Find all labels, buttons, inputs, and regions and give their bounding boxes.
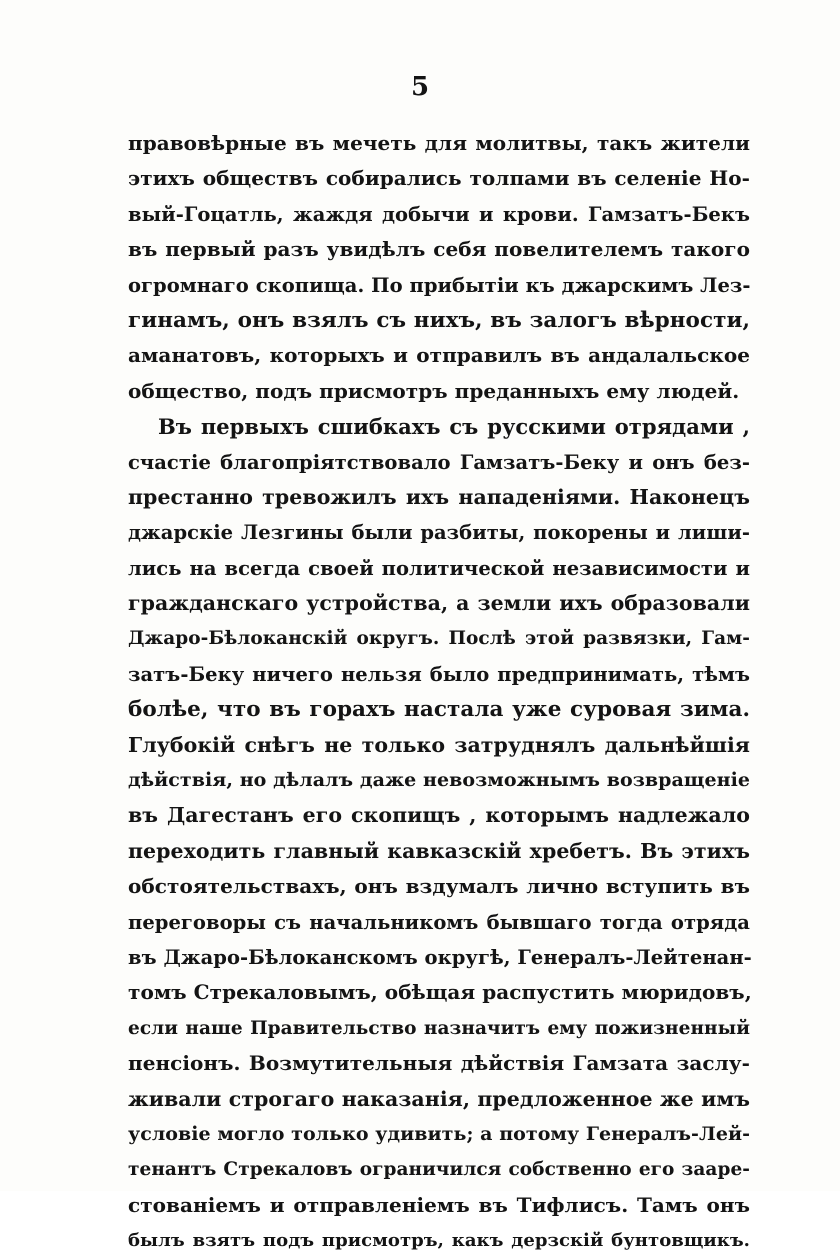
paragraph-start-line: Въ первыхъ сшибкахъ съ русскими отрядами , xyxy=(158,414,750,440)
text-line: въ Дагестанъ его скопищъ , которымъ надлежало xyxy=(128,803,750,828)
text-line: гинамъ, онъ взялъ съ нихъ, въ залогъ вѣрности, xyxy=(128,307,750,333)
text-line: огромнаго скопища. По прибытіи къ джарскимъ Лез- xyxy=(128,273,751,297)
text-line: переходить главный кавказскій хребетъ. Въ этихъ xyxy=(128,838,750,863)
text-line: аманатовъ, которыхъ и отправилъ въ андалальское xyxy=(128,343,750,368)
text-line: въ первый разъ увидѣлъ себя повелителемъ такого xyxy=(128,237,750,262)
text-line: правовѣрные въ мечеть для молитвы, такъ жители xyxy=(128,131,750,155)
text-line: дѣйствія, но дѣлалъ даже невозможнымъ возвращеніе xyxy=(128,769,750,792)
text-line: переговоры съ начальникомъ бывшаго тогда отряда xyxy=(128,910,750,934)
text-line: болѣе, что въ горахъ настала уже суровая зима. xyxy=(128,697,750,723)
text-line: условіе могло только удивить; а потому Генералъ-Лей- xyxy=(128,1122,751,1145)
text-line: счастіе благопріятствовало Гамзатъ-Беку и онъ без- xyxy=(128,450,750,474)
page-number: 5 xyxy=(410,72,430,102)
text-line: живали строгаго наказанія, предложенное же имъ xyxy=(128,1086,750,1111)
text-line: престанно тревожилъ ихъ нападеніями. Наконецъ xyxy=(128,484,750,509)
text-line: вый-Гоцатль, жаждя добычи и крови. Гамзатъ-Бекъ xyxy=(128,202,750,226)
text-line: затъ-Беку ничего нельзя было предпринимать, тѣмъ xyxy=(128,662,750,686)
text-line: Глубокій снѣгъ не только затруднялъ дальнѣйшія xyxy=(128,732,750,757)
text-line: пенсіонъ. Возмутительныя дѣйствія Гамзата заслу- xyxy=(128,1051,750,1076)
text-line: джарскіе Лезгины были разбиты, покорены и лиши- xyxy=(128,521,750,545)
body-text xyxy=(128,126,750,1259)
text-line: въ Джаро-Бѣлоканскомъ округѣ, Генералъ-Лейтенан- xyxy=(128,945,752,969)
text-line: обстоятельствахъ, онъ вздумалъ лично вступить въ xyxy=(128,874,750,899)
text-line: лись на всегда своей политической независимости и xyxy=(128,556,750,580)
text-line: стованіемъ и отправленіемъ въ Тифлисъ. Тамъ онъ xyxy=(128,1192,750,1217)
text-line: былъ взятъ подъ присмотръ, какъ дерзскій бунтовщикъ. xyxy=(128,1230,750,1252)
text-line: Джаро-Бѣлоканскій округъ. Послѣ этой развязки, Гам- xyxy=(128,628,750,650)
text-line: общество, подъ присмотръ преданныхъ ему людей. xyxy=(128,378,740,403)
text-line: тенантъ Стрекаловъ ограничился собственно его зааре- xyxy=(128,1159,750,1181)
text-line: если наше Правительство назначитъ ему пожизненный xyxy=(128,1017,750,1039)
text-line: этихъ обществъ собирались толпами въ селеніе Но- xyxy=(128,166,750,191)
text-line: томъ Стрекаловымъ, обѣщая распустить мюридовъ, xyxy=(128,980,752,1005)
text-line: гражданскаго устройства, а земли ихъ образовали xyxy=(128,591,750,616)
